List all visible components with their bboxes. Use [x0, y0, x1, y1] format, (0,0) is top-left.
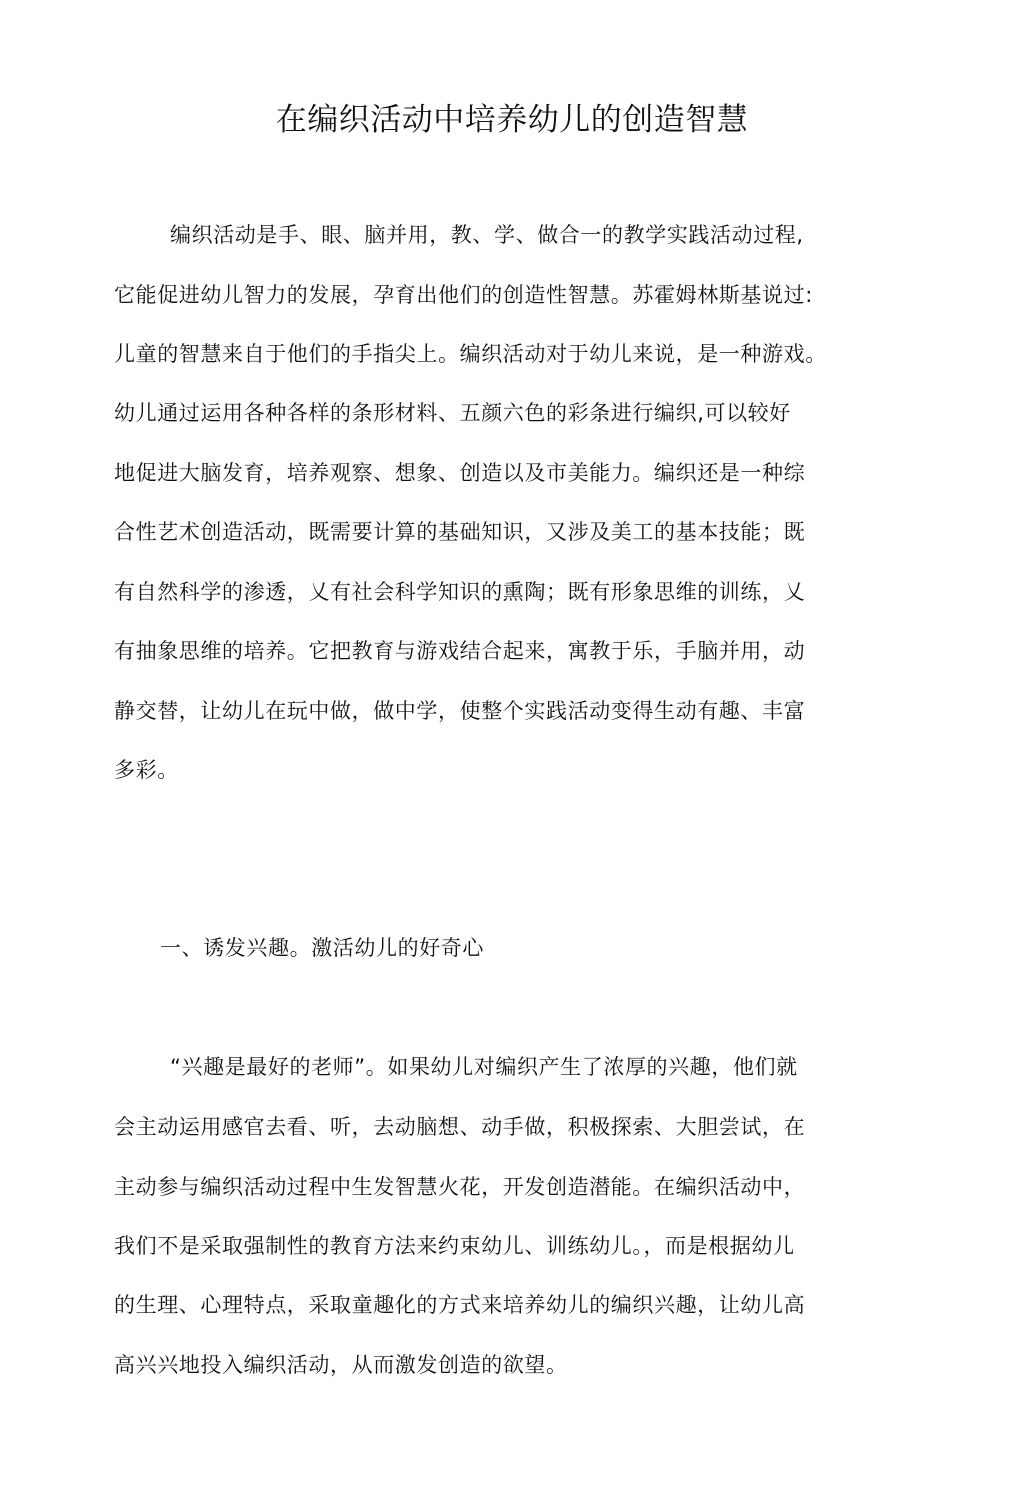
paragraph-line: 地促进大脑发育，培养观察、想象、创造以及市美能力。编织还是一种综: [114, 461, 806, 485]
document-title: 在编织活动中培养幼儿的创造智慧: [275, 102, 749, 138]
paragraph-line: 它能促进幼儿智力的发展，孕育出他们的创造性智慧。苏霍姆林斯基说过:: [114, 283, 813, 307]
paragraph-line: 合性艺术创造活动，既需要计算的基础知识，又涉及美工的基本技能；既: [114, 520, 806, 544]
paragraph-line: “兴趣是最好的老师”。如果幼儿对编织产生了浓厚的兴趣，他们就: [170, 1055, 798, 1079]
paragraph-line: 主动参与编织活动过程中生发智慧火花，开发创造潜能。在编织活动中，: [114, 1175, 806, 1199]
paragraph-line: 我们不是采取强制性的教育方法来约束幼儿、训练幼儿。，而是根据幼儿: [114, 1234, 795, 1258]
section-heading: 一、诱发兴趣。激活幼儿的好奇心: [160, 936, 484, 960]
paragraph-line: 静交替，让幼儿在玩中做，做中学，使整个实践活动变得生动有趣、丰富: [114, 699, 806, 723]
paragraph-line: 会主动运用感官去看、听，去动脑想、动手做，积极探索、大胆尝试，在: [114, 1115, 806, 1139]
paragraph-line: 儿童的智慧来自于他们的手指尖上。编织活动对于幼儿来说，是一种游戏。: [114, 342, 827, 366]
paragraph-line: 编织活动是手、眼、脑并用，教、学、做合一的教学实践活动过程,: [170, 223, 804, 247]
paragraph-line: 有抽象思维的培养。它把教育与游戏结合起来，寓教于乐，手脑并用，动: [114, 639, 806, 663]
paragraph-line: 多彩。: [114, 758, 179, 782]
paragraph-line: 的生理、心理特点，采取童趣化的方式来培养幼儿的编织兴趣，让幼儿高: [114, 1293, 806, 1317]
paragraph-line: 幼儿通过运用各种各样的条形材料、五颜六色的彩条进行编织,可以较好: [114, 401, 791, 425]
paragraph-line: 高兴兴地投入编织活动，从而激发创造的欲望。: [114, 1353, 568, 1377]
paragraph-line: 有自然科学的渗透，乂有社会科学知识的熏陶；既有形象思维的训练，乂: [114, 580, 806, 604]
